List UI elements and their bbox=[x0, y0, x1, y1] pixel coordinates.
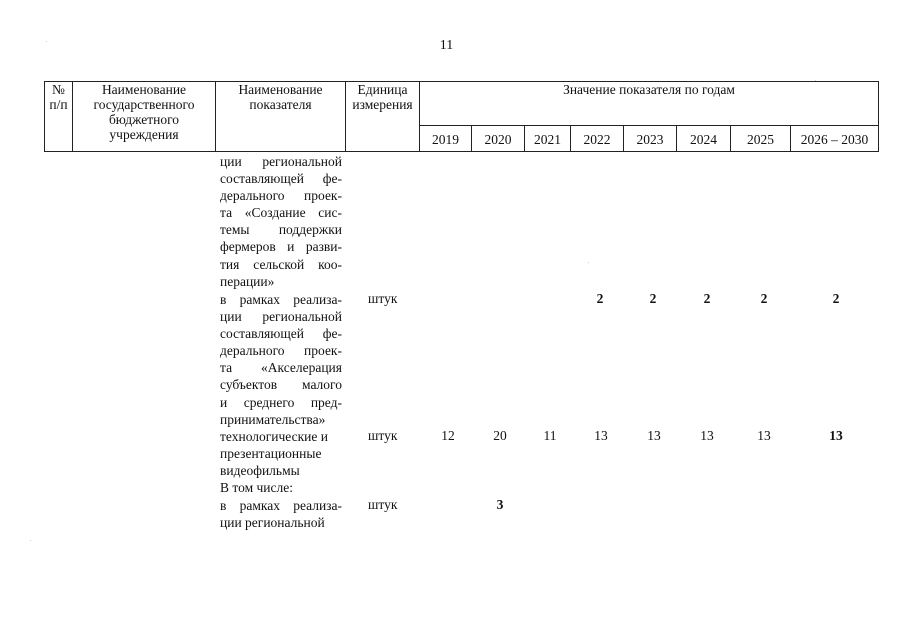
scan-speck bbox=[588, 262, 589, 263]
col-header-institution: Наименование государственного бюджетного учреждения bbox=[73, 82, 216, 152]
value-2025: 2 bbox=[760, 291, 768, 306]
indicator-line: субъектов малого bbox=[220, 377, 342, 393]
indicator-line: технологические и bbox=[220, 429, 328, 444]
value-2026-2030: 13 bbox=[829, 428, 843, 443]
year-header: 2019 bbox=[420, 126, 472, 152]
indicator-line: фермеров и разви- bbox=[220, 239, 342, 255]
value-2026-2030: 2 bbox=[832, 291, 840, 306]
indicator-line: ции региональной bbox=[220, 309, 342, 325]
table-header bbox=[44, 81, 879, 152]
indicator-text-block bbox=[220, 291, 342, 428]
scan-speck bbox=[46, 41, 47, 42]
indicator-text-block bbox=[220, 497, 342, 531]
indicator-line: дерального проек- bbox=[220, 188, 342, 204]
indicator-line: в рамках реализа- bbox=[220, 292, 342, 307]
indicator-line: та «Создание сис- bbox=[220, 205, 342, 221]
year-header: 2024 bbox=[677, 126, 731, 152]
indicator-line: и среднего пред- bbox=[220, 394, 342, 410]
indicator-line: В том числе: bbox=[220, 480, 293, 496]
value-2024: 2 bbox=[703, 291, 711, 306]
value-2022: 2 bbox=[596, 291, 604, 306]
indicator-line: презентационные bbox=[220, 446, 322, 462]
unit-cell: штук bbox=[368, 428, 398, 443]
col-header-indicator: Наименование показателя bbox=[216, 82, 346, 152]
value-2025: 13 bbox=[757, 428, 771, 443]
value-2020: 20 bbox=[493, 428, 507, 443]
indicator-line: тия сельской коо- bbox=[220, 256, 342, 272]
scan-speck bbox=[30, 540, 31, 541]
year-header: 2025 bbox=[731, 126, 791, 152]
page-number: 11 bbox=[439, 38, 454, 53]
indicator-line: ции региональной bbox=[220, 154, 342, 169]
indicator-line: ции региональной bbox=[220, 515, 325, 531]
indicator-line: в рамках реализа- bbox=[220, 498, 342, 513]
value-2020: 3 bbox=[496, 497, 504, 512]
value-2023: 2 bbox=[649, 291, 657, 306]
value-2022: 13 bbox=[594, 428, 608, 443]
indicator-line: видеофильмы bbox=[220, 463, 300, 479]
value-2021: 11 bbox=[543, 428, 557, 443]
indicator-line: перации» bbox=[220, 273, 275, 289]
col-header-num: № п/п bbox=[45, 82, 73, 152]
value-2019: 12 bbox=[441, 428, 455, 443]
indicator-line: та «Акселерация bbox=[220, 360, 342, 376]
year-header: 2022 bbox=[571, 126, 624, 152]
year-header: 2026 – 2030 bbox=[791, 126, 879, 152]
value-2023: 13 bbox=[647, 428, 661, 443]
indicator-text-block bbox=[220, 428, 342, 496]
indicator-line: темы поддержки bbox=[220, 222, 342, 238]
unit-cell: штук bbox=[368, 291, 398, 306]
indicator-text-block bbox=[220, 153, 342, 290]
scan-speck bbox=[815, 80, 816, 81]
indicator-line: составляющей фе- bbox=[220, 171, 342, 187]
year-header: 2023 bbox=[624, 126, 677, 152]
value-2024: 13 bbox=[700, 428, 714, 443]
indicator-line: дерального проек- bbox=[220, 343, 342, 359]
unit-cell: штук bbox=[368, 497, 398, 512]
col-header-values-by-year: Значение показателя по годам bbox=[420, 82, 879, 126]
col-header-unit: Единица измерения bbox=[346, 82, 420, 152]
indicator-line: принимательства» bbox=[220, 411, 326, 427]
indicator-line: составляющей фе- bbox=[220, 326, 342, 342]
year-header: 2020 bbox=[472, 126, 525, 152]
year-header: 2021 bbox=[525, 126, 571, 152]
